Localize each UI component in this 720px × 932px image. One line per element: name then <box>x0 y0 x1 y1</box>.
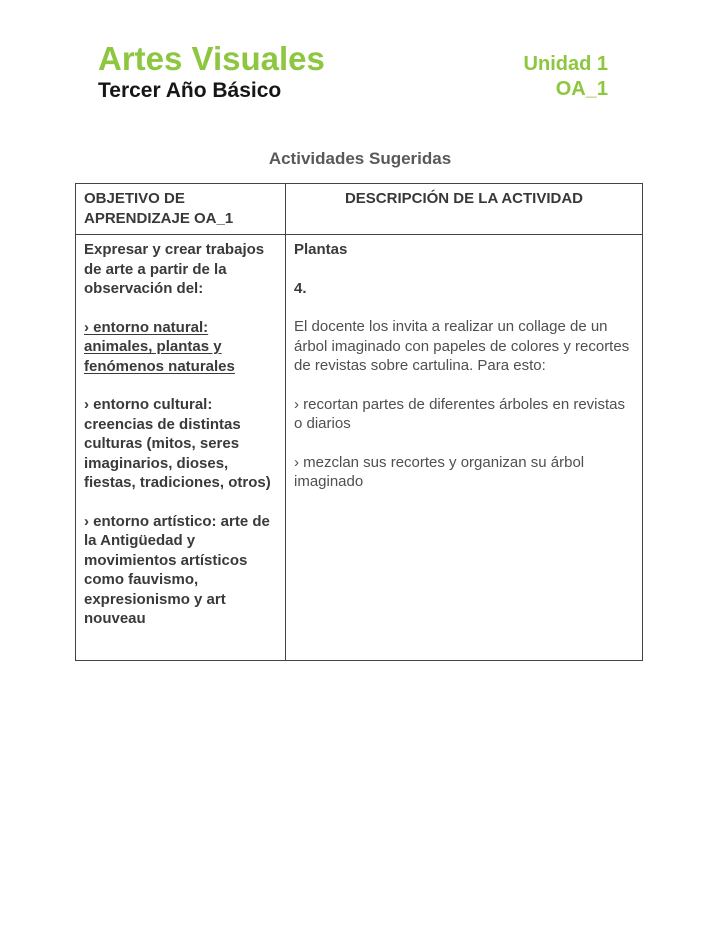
description-column-header: DESCRIPCIÓN DE LA ACTIVIDAD <box>286 184 643 235</box>
objective-item-entorno-cultural: › entorno cultural: creencias de distintas culturas (mitos, seres imaginarios, dioses, fiestas, tradiciones, otros) <box>84 396 271 491</box>
activity-number: 4. <box>294 279 307 297</box>
objective-column-header: OBJETIVO DE APRENDIZAJE OA_1 <box>76 184 286 235</box>
grade-level: Tercer Año Básico <box>98 78 282 102</box>
objective-item-entorno-natural: › entorno natural: animales, plantas y fenómenos naturales <box>84 318 235 375</box>
description-cell <box>286 235 643 661</box>
activity-step-2: › mezclan sus recortes y organizan su árbol imaginado <box>294 453 585 490</box>
table-header-row <box>76 184 643 235</box>
table-row <box>76 235 643 661</box>
document-header <box>0 0 720 102</box>
activity-step-1: › recortan partes de diferentes árboles en revistas o diarios <box>294 395 626 432</box>
course-title: Artes Visuales <box>98 40 325 77</box>
section-title: Actividades Sugeridas <box>268 149 452 168</box>
objective-intro: Expresar y crear trabajos de arte a partir de la observación del: <box>84 241 265 297</box>
objective-item-entorno-artistico: › entorno artístico: arte de la Antigüedad y movimientos artísticos como fauvismo, expresionismo y art nouveau <box>84 512 270 627</box>
activity-topic: Plantas <box>294 241 348 258</box>
header-right-block <box>524 42 608 102</box>
header-left-block <box>98 42 325 102</box>
oa-label: OA_1 <box>555 78 608 100</box>
objective-cell <box>76 235 286 661</box>
unit-label: Unidad 1 <box>523 53 608 75</box>
activities-table <box>75 183 643 661</box>
activity-intro: El docente los invita a realizar un collage de un árbol imaginado con papeles de colores y recortes de revistas sobre cartulina. Para esto: <box>294 318 630 374</box>
